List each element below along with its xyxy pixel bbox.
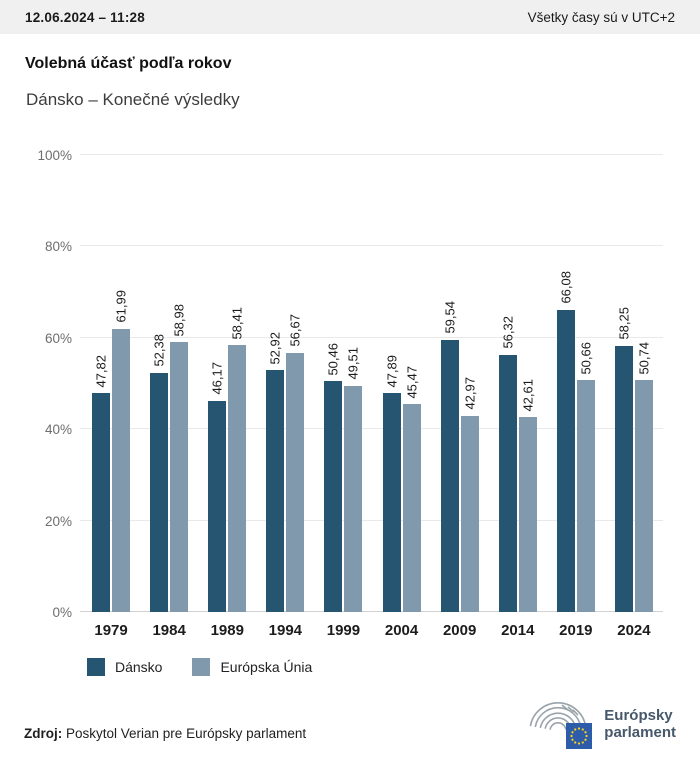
top-bar bbox=[0, 0, 700, 34]
source-text: Poskytol Verian pre Európsky parlament bbox=[62, 726, 307, 741]
bar-value-label: 47,89 bbox=[384, 354, 400, 388]
bar-europska-unia-1999 bbox=[344, 347, 362, 612]
bar-value-label: 61,99 bbox=[113, 290, 129, 323]
bar-dansko-2004 bbox=[383, 354, 401, 612]
x-axis-label-1999: 1999 bbox=[326, 622, 361, 639]
gridline-100 bbox=[80, 154, 663, 155]
timezone-note: Všetky časy sú v UTC+2 bbox=[527, 9, 675, 25]
bar-value-label: 58,98 bbox=[171, 303, 187, 337]
legend-swatch bbox=[192, 658, 210, 676]
bar-value-label: 50,74 bbox=[636, 341, 652, 375]
bar-europska-unia-2024 bbox=[635, 341, 653, 612]
bar-dansko-2019 bbox=[557, 271, 575, 612]
bar-value-label: 52,38 bbox=[151, 334, 167, 367]
bar-dansko-1989 bbox=[208, 362, 226, 612]
x-axis-label-2014: 2014 bbox=[501, 622, 535, 639]
bar-value-label: 58,25 bbox=[616, 307, 632, 340]
bar-europska-unia-1994 bbox=[286, 314, 304, 612]
bar-value-label: 56,67 bbox=[287, 314, 303, 348]
bar-value-label: 58,41 bbox=[229, 306, 245, 340]
bar-dansko-1994 bbox=[266, 331, 284, 612]
x-axis-label-1979: 1979 bbox=[94, 622, 128, 639]
legend-label: Európska Únia bbox=[220, 659, 313, 675]
chart-legend bbox=[87, 658, 312, 676]
bar-europska-unia-2009 bbox=[461, 377, 479, 612]
y-axis-label-60: 60% bbox=[44, 330, 72, 346]
bar-dansko-1979 bbox=[92, 354, 110, 612]
bar-dansko-1999 bbox=[324, 342, 342, 612]
y-axis-label-100: 100% bbox=[37, 148, 72, 163]
ep-logo-line2: parlament bbox=[604, 724, 676, 741]
bar-dansko-2009 bbox=[441, 301, 459, 612]
bar-value-label: 50,46 bbox=[325, 342, 341, 376]
bar-value-label: 46,17 bbox=[209, 362, 225, 396]
bar-value-label: 50,66 bbox=[578, 341, 594, 375]
x-axis-label-2004: 2004 bbox=[384, 622, 419, 639]
bar-europska-unia-1984 bbox=[170, 303, 188, 612]
x-axis-label-2019: 2019 bbox=[559, 622, 593, 639]
bar-value-label: 52,92 bbox=[267, 331, 283, 365]
page-subtitle: Dánsko – Konečné výsledky bbox=[26, 90, 240, 109]
bar-europska-unia-1989 bbox=[228, 306, 246, 612]
y-axis-label-0: 0% bbox=[52, 605, 72, 620]
ep-logo-line1: Európsky bbox=[604, 707, 673, 724]
bar-value-label: 66,08 bbox=[558, 271, 574, 305]
bar-value-label: 56,32 bbox=[500, 316, 516, 349]
bar-value-label: 59,54 bbox=[442, 301, 458, 334]
legend-label: Dánsko bbox=[115, 659, 163, 675]
legend-item-dansko[interactable] bbox=[87, 658, 162, 676]
eu-flag-icon bbox=[566, 723, 592, 749]
bar-value-label: 45,47 bbox=[404, 365, 420, 399]
bar-dansko-2014 bbox=[499, 316, 517, 612]
gridline-80 bbox=[80, 245, 663, 246]
y-axis-label-20: 20% bbox=[44, 513, 72, 529]
bar-europska-unia-2004 bbox=[403, 365, 421, 612]
bar-dansko-2024 bbox=[615, 307, 633, 612]
x-axis-label-1994: 1994 bbox=[268, 622, 303, 639]
x-axis-label-1984: 1984 bbox=[152, 622, 186, 639]
ep-hemicycle-icon bbox=[526, 697, 594, 751]
gridline-60 bbox=[80, 337, 663, 338]
report-datetime: 12.06.2024 – 11:28 bbox=[25, 9, 145, 25]
bar-value-label: 42,97 bbox=[462, 377, 478, 410]
x-axis-label-1989: 1989 bbox=[210, 622, 244, 639]
x-axis-label-2009: 2009 bbox=[442, 622, 477, 639]
source-label: Zdroj: bbox=[24, 726, 63, 741]
y-axis-label-40: 40% bbox=[44, 422, 72, 438]
bar-value-label: 42,61 bbox=[520, 378, 536, 412]
bar-europska-unia-2014 bbox=[519, 378, 537, 612]
y-axis-label-80: 80% bbox=[44, 239, 72, 255]
european-parliament-logo[interactable] bbox=[526, 697, 676, 751]
bar-europska-unia-1979 bbox=[112, 290, 130, 612]
legend-item-europska-unia[interactable] bbox=[192, 658, 312, 676]
bar-value-label: 49,51 bbox=[345, 347, 361, 380]
bar-dansko-1984 bbox=[150, 334, 168, 612]
page-title: Volebná účasť podľa rokov bbox=[25, 55, 232, 72]
x-axis-label-2024: 2024 bbox=[617, 622, 651, 639]
source-note bbox=[24, 726, 306, 741]
legend-swatch bbox=[87, 658, 105, 676]
bar-value-label: 47,82 bbox=[93, 354, 109, 388]
ep-logo-text bbox=[604, 707, 676, 741]
plot-area bbox=[37, 148, 663, 639]
bar-europska-unia-2019 bbox=[577, 341, 595, 612]
